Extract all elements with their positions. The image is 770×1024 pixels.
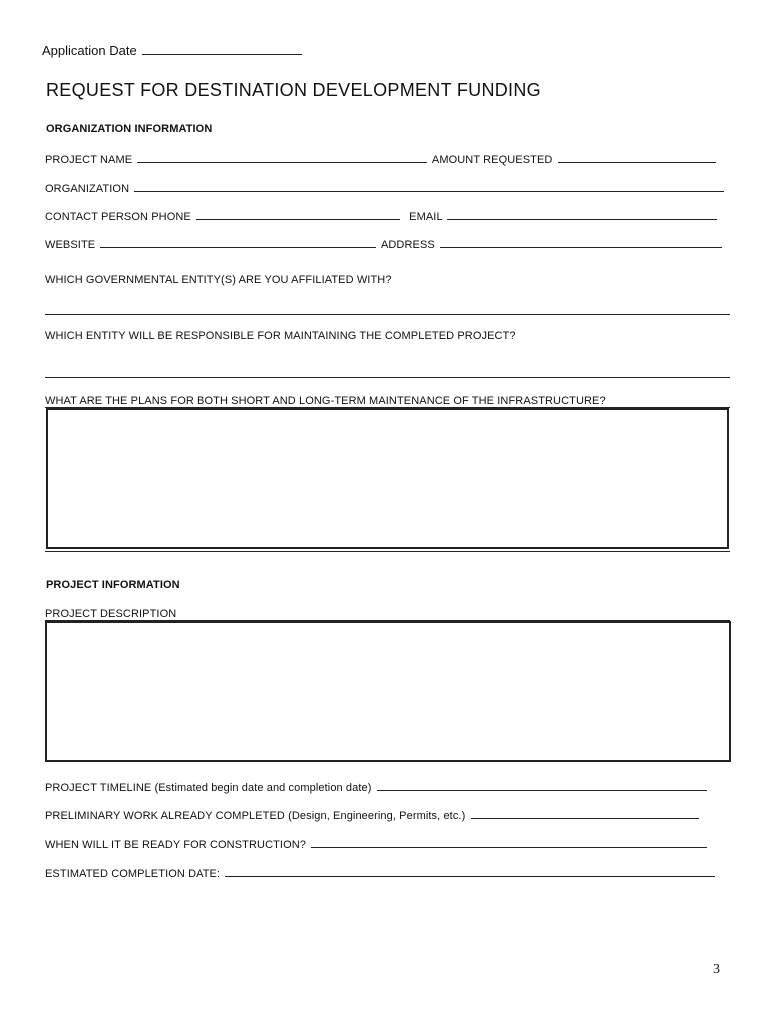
- application-date-label: Application Date: [42, 43, 137, 58]
- contact-phone-field[interactable]: [196, 209, 400, 220]
- completion-date-row: [45, 866, 717, 880]
- project-section-heading: PROJECT INFORMATION: [46, 579, 180, 591]
- completion-date-label: ESTIMATED COMPLETION DATE:: [45, 868, 221, 880]
- ready-for-construction-field[interactable]: [311, 837, 707, 848]
- application-date-row: [42, 43, 304, 58]
- maintenance-plans-box[interactable]: [46, 408, 729, 549]
- email-label: EMAIL: [409, 211, 443, 223]
- project-name-field[interactable]: [137, 152, 427, 163]
- ready-for-construction-row: [45, 837, 709, 851]
- maintenance-plans-bottom-line: [45, 551, 730, 552]
- maintenance-plans-question: WHAT ARE THE PLANS FOR BOTH SHORT AND LONG-TERM MAINTENANCE OF THE INFRASTRUCTURE?: [45, 395, 606, 407]
- organization-section-heading: ORGANIZATION INFORMATION: [46, 123, 213, 135]
- address-label: ADDRESS: [380, 239, 435, 251]
- maintaining-entity-answer-line[interactable]: [45, 377, 730, 378]
- preliminary-work-field[interactable]: [471, 808, 699, 819]
- project-timeline-label: PROJECT TIMELINE (Estimated begin date and completion date): [45, 782, 372, 794]
- maintaining-entity-question: WHICH ENTITY WILL BE RESPONSIBLE FOR MAINTAINING THE COMPLETED PROJECT?: [45, 330, 516, 342]
- project-timeline-field[interactable]: [377, 780, 707, 791]
- contact-phone-label: CONTACT PERSON PHONE: [45, 211, 191, 223]
- amount-requested-label: AMOUNT REQUESTED: [431, 154, 553, 166]
- preliminary-work-label: PRELIMINARY WORK ALREADY COMPLETED (Design, Engineering, Permits, etc.): [45, 810, 466, 822]
- project-description-label: PROJECT DESCRIPTION: [45, 608, 177, 620]
- address-field[interactable]: [440, 237, 722, 248]
- project-name-label: PROJECT NAME: [45, 154, 133, 166]
- website-row: [45, 237, 724, 251]
- organization-field[interactable]: [134, 181, 724, 192]
- organization-label: ORGANIZATION: [45, 183, 130, 195]
- email-field[interactable]: [447, 209, 717, 220]
- organization-row: [45, 181, 726, 195]
- project-name-row: [45, 152, 718, 166]
- ready-for-construction-label: WHEN WILL IT BE READY FOR CONSTRUCTION?: [45, 839, 307, 851]
- page-title: REQUEST FOR DESTINATION DEVELOPMENT FUNDING: [46, 80, 541, 100]
- project-description-box[interactable]: [45, 621, 731, 762]
- contact-row: [45, 209, 719, 223]
- application-date-field[interactable]: [142, 44, 302, 55]
- website-field[interactable]: [100, 237, 376, 248]
- page-number: 3: [713, 962, 720, 977]
- project-timeline-row: [45, 780, 709, 794]
- website-label: WEBSITE: [45, 239, 96, 251]
- preliminary-work-row: [45, 808, 701, 822]
- governmental-entity-answer-line[interactable]: [45, 314, 730, 315]
- amount-requested-field[interactable]: [558, 152, 716, 163]
- completion-date-field[interactable]: [225, 866, 715, 877]
- governmental-entity-question: WHICH GOVERNMENTAL ENTITY(S) ARE YOU AFFILIATED WITH?: [45, 274, 392, 286]
